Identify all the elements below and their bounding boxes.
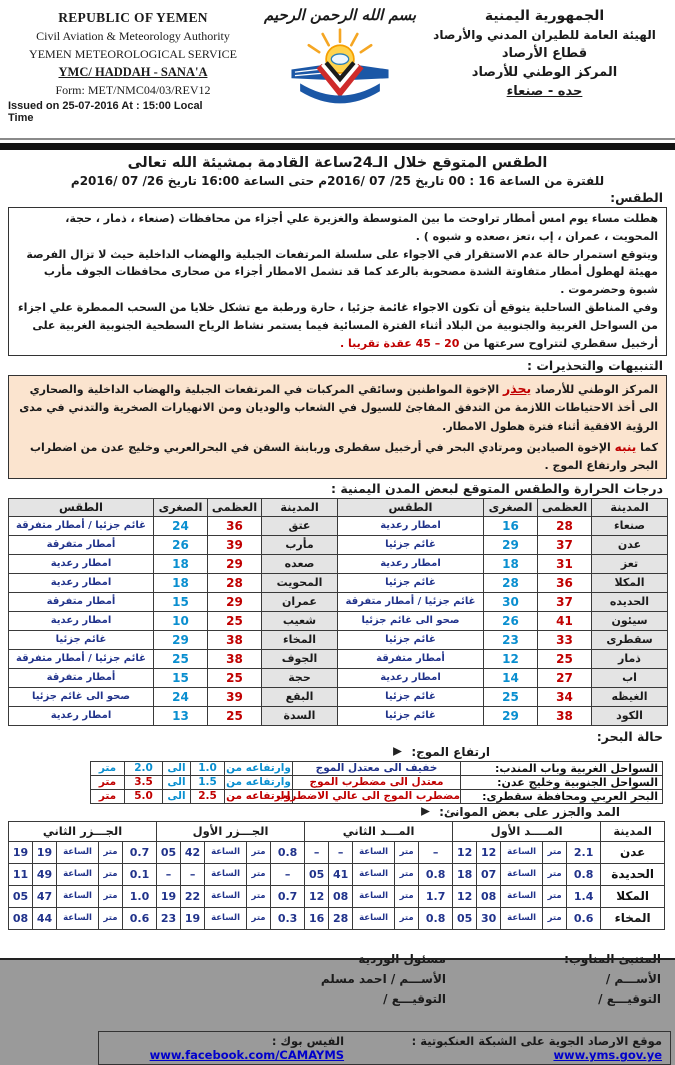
temp-min: 18 — [154, 554, 208, 573]
issued-line: Issued on 25-07-2016 At : 15:00 Local — [8, 100, 203, 112]
tide-height: 0.7 — [123, 841, 157, 863]
country-title-ar: الجمهورية اليمنية — [484, 8, 605, 24]
tide-time-a: 07 — [477, 863, 501, 885]
sea-from: 2.5 — [191, 789, 225, 803]
temp-city: عدن — [592, 535, 668, 554]
temp-weather: امطار رعدية — [9, 554, 154, 573]
warn-keyword: يحذر — [503, 380, 532, 396]
sea-region: السواحل الجنوبية وخليج عدن: — [461, 775, 663, 789]
sea-from: 1.5 — [191, 775, 225, 789]
sea-to: 2.0 — [125, 761, 163, 775]
tide-time-b: 16 — [305, 907, 329, 929]
temperature-table — [8, 498, 668, 726]
temp-weather: صحو الى غائم جزئيا — [9, 687, 154, 706]
temp-city: المحويت — [262, 573, 338, 592]
page-bottom-edge — [0, 958, 675, 960]
hour-label: الساعة — [353, 907, 395, 929]
sea-rise: وارتفاعه من — [226, 790, 291, 803]
sea-table — [90, 761, 663, 804]
tide-height: 0.7 — [271, 885, 305, 907]
sea-state-label: حالة البحر: — [596, 728, 663, 744]
tide-time-b: – — [157, 863, 181, 885]
temp-row — [9, 554, 668, 573]
sea-ila: الى — [163, 789, 191, 803]
links-bar — [98, 1031, 671, 1065]
temp-city: شعيب — [262, 611, 338, 630]
temp-min: 23 — [484, 630, 538, 649]
temp-city: المخاء — [262, 630, 338, 649]
temp-min: 18 — [154, 573, 208, 592]
warnings-label: التنبيهات والتحذيرات : — [527, 357, 663, 373]
temp-max: 41 — [538, 611, 592, 630]
temp-max: 37 — [538, 592, 592, 611]
sea-rise: وارتفاعه من — [226, 762, 291, 775]
tide-time-a: 19 — [33, 841, 57, 863]
tide-height: – — [419, 841, 453, 863]
temp-min: 15 — [154, 668, 208, 687]
tide-height: – — [271, 863, 305, 885]
temp-city: الحديده — [592, 592, 668, 611]
temp-min: 29 — [484, 535, 538, 554]
temp-min: 26 — [154, 535, 208, 554]
temp-min: 18 — [484, 554, 538, 573]
weather-label: الطقس: — [610, 190, 663, 205]
hour-label: الساعة — [57, 841, 99, 863]
tides-line — [0, 804, 675, 819]
sector-ar: قطاع الأرصاد — [501, 46, 588, 61]
sea-row — [91, 761, 663, 775]
temp-weather: غائم جزئيا — [9, 630, 154, 649]
tide-height: 0.8 — [419, 863, 453, 885]
meter-label: متر — [247, 907, 271, 929]
tide-time-b: 05 — [157, 841, 181, 863]
meter-label: متر — [99, 863, 123, 885]
header-center-block — [258, 6, 422, 136]
hour-label: الساعة — [205, 885, 247, 907]
sea-desc: معتدل الى مضطرب الموج — [293, 775, 461, 789]
meter-label: متر — [543, 863, 567, 885]
sea-to: 5.0 — [125, 789, 163, 803]
temp-min: 28 — [484, 573, 538, 592]
temp-row — [9, 706, 668, 725]
tides-header-row — [9, 821, 665, 841]
camay-logo — [288, 24, 392, 122]
tide-height: 1.0 — [123, 885, 157, 907]
sea-row — [91, 775, 663, 789]
arrow-bullet-icon — [420, 806, 431, 817]
temp-max: 27 — [538, 668, 592, 687]
weather-paragraph-2: ويتوقع استمرار حالة عدم الاستقرار في الاجواء على سلسلة المرتفعات الجبلية والهضاب الداخلية حيث لا تزال الفرصة مهيئة لهطول أمطار متفاوتة الشدة مصحوبة بالرعد كما قد تشمل الامطار أجزاء من صحارى محافظات الجوف مأرب شبوة وحضرموت . — [26, 247, 658, 297]
temp-min: 12 — [484, 649, 538, 668]
tide-row — [9, 907, 665, 929]
tide-city: المخاء — [601, 907, 665, 929]
temp-max: 38 — [208, 630, 262, 649]
temp-row — [9, 630, 668, 649]
temp-max: 33 — [538, 630, 592, 649]
temp-header-cell: المدينة — [592, 498, 668, 516]
temp-max: 31 — [538, 554, 592, 573]
sea-region: البحر العربي ومحافظة سقطرى: — [461, 789, 663, 803]
temp-weather: امطار رعدية — [9, 573, 154, 592]
meter-label: متر — [99, 885, 123, 907]
tides-section-header: المـــد الثاني — [305, 821, 453, 841]
temp-weather: غائم جزئيا — [338, 706, 484, 725]
temp-max: 28 — [208, 573, 262, 592]
tide-height: 2.1 — [567, 841, 601, 863]
temp-weather: غائم جزئيا / أمطار متفرقة — [9, 649, 154, 668]
temp-header-cell: الصغرى — [484, 498, 538, 516]
temp-max: 28 — [538, 516, 592, 535]
temp-weather: أمطار متفرقة — [9, 535, 154, 554]
sea-from: 1.0 — [191, 761, 225, 775]
basmala-calligraphy: بسم الله الرحمن الرحيم — [263, 6, 417, 24]
divider-thin — [0, 138, 675, 140]
temp-header-cell: العظمى — [538, 498, 592, 516]
tides-table — [8, 821, 665, 930]
temp-min: 24 — [154, 687, 208, 706]
temp-row — [9, 516, 668, 535]
service-en: YEMEN METEOROLOGICAL SERVICE — [29, 47, 237, 61]
tide-time-b: 12 — [453, 885, 477, 907]
tides-section-header: الجـــزر الثاني — [9, 821, 157, 841]
tide-time-a: 30 — [477, 907, 501, 929]
temp-weather: امطار رعدية — [9, 611, 154, 630]
hour-label: الساعة — [353, 863, 395, 885]
temp-max: 36 — [538, 573, 592, 592]
temperatures-label: درجات الحرارة والطقس المتوقع لبعض المدن اليمنية : — [331, 480, 663, 496]
temp-weather: غائم جزئيا — [338, 630, 484, 649]
tide-city: الحديدة — [601, 863, 665, 885]
wave-height-label: ارتفاع الموج: — [411, 744, 490, 759]
tides-label: المد والجزر على بعض الموانئ: — [439, 804, 620, 819]
temp-min: 16 — [484, 516, 538, 535]
temp-city: ذمار — [592, 649, 668, 668]
tides-city-header: المدينة — [601, 821, 665, 841]
temp-max: 38 — [538, 706, 592, 725]
meter-label: متر — [247, 885, 271, 907]
temp-weather: أمطار متفرقة — [9, 592, 154, 611]
meter-label: متر — [543, 841, 567, 863]
tide-time-b: 18 — [453, 863, 477, 885]
facebook-link[interactable]: www.facebook.com/CAMAYMS — [149, 1048, 345, 1063]
sea-rise: وارتفاعه من — [226, 776, 291, 789]
temp-city: عتق — [262, 516, 338, 535]
tide-time-a: 42 — [181, 841, 205, 863]
tide-time-a: 08 — [477, 885, 501, 907]
hour-label: الساعة — [501, 907, 543, 929]
temp-min: 13 — [154, 706, 208, 725]
warning-paragraph-1: المركز الوطني للأرصاد يحذر الإخوة المواطنين وسائقي المركبات في المرتفعات الجبلية والهضاب الداخلية والصحاري الى أخذ الاحتياطات اللازمة من التدفق المفاجئ للسيول في الشعاب والوديان ومن الانهيارات الصخرية والتدني في مدى الرؤية الافقية أثناء فترة هطول الامطار. — [19, 380, 658, 433]
tide-row — [9, 863, 665, 885]
temp-max: 37 — [538, 535, 592, 554]
tide-height: 0.3 — [271, 907, 305, 929]
temp-min: 14 — [484, 668, 538, 687]
temp-row — [9, 687, 668, 706]
temp-city: حجة — [262, 668, 338, 687]
temp-header-cell: الصغرى — [154, 498, 208, 516]
temp-city: الجوف — [262, 649, 338, 668]
temp-min: 25 — [154, 649, 208, 668]
tide-time-b: 05 — [305, 863, 329, 885]
temp-min: 29 — [484, 706, 538, 725]
tide-time-a: 12 — [477, 841, 501, 863]
country-title-en: REPUBLIC OF YEMEN — [58, 10, 208, 25]
meter-label: متر — [395, 885, 419, 907]
temp-min: 24 — [154, 516, 208, 535]
weather-paragraph-1: هطلت مساء يوم امس أمطار تراوحت ما بين المتوسطة والغزيرة علي أجزاء من محافظات (صنعاء ، ذمار ، حجة، المحويت ، عمران ، إب ،تعز ،صعده و شبوه ) . — [65, 212, 658, 243]
tide-time-a: 19 — [181, 907, 205, 929]
temp-city: البقع — [262, 687, 338, 706]
temp-max: 39 — [208, 535, 262, 554]
temp-header-row — [9, 498, 668, 516]
temp-weather: صحو الى غائم جزئيا — [338, 611, 484, 630]
tide-time-a: 22 — [181, 885, 205, 907]
temp-row — [9, 611, 668, 630]
sea-ila: الى — [163, 775, 191, 789]
tide-time-a: – — [329, 841, 353, 863]
meter-label: متر — [543, 907, 567, 929]
tide-city: المكلا — [601, 885, 665, 907]
facebook-group — [107, 1034, 344, 1062]
tide-height: 0.1 — [123, 863, 157, 885]
facebook-label: الفيس بوك : — [271, 1034, 345, 1049]
temp-city: الكود — [592, 706, 668, 725]
hour-label: الساعة — [501, 841, 543, 863]
forecast-title: الطقس المتوقع خلال الـ24ساعة القادمة بمشيئة الله تعالى — [127, 155, 548, 171]
temp-weather: غائم جزئيا — [338, 687, 484, 706]
meter-label: متر — [247, 841, 271, 863]
temp-city: تعز — [592, 554, 668, 573]
temp-city: السدة — [262, 706, 338, 725]
tide-time-b: 19 — [157, 885, 181, 907]
sea-row — [91, 789, 663, 803]
header-arabic-block — [422, 6, 667, 136]
temp-city: اب — [592, 668, 668, 687]
hour-label: الساعة — [57, 863, 99, 885]
temp-max: 25 — [208, 668, 262, 687]
divider-thick — [0, 143, 675, 150]
sea-unit: متر — [91, 775, 125, 789]
hour-label: الساعة — [353, 885, 395, 907]
temp-row — [9, 668, 668, 687]
temp-min: 26 — [484, 611, 538, 630]
weather-paragraph-3: وفي المناطق الساحلية يتوقع أن تكون الاجواء غائمة جزئيا ، حارة ورطبة مع تشكل خلايا من السحب الممطرة علي اجزاء من السواحل الغربية والجنوبية من البلاد أثناء الفترة المسائية فيما يستمر نشاط الرياح السطحية الجنوبية الغربية على أرخبيل سقطري لتتراوح سرعتها من 20 – 45 عقدة تقريبا . — [18, 301, 658, 350]
hour-label: الساعة — [57, 907, 99, 929]
sea-desc: خفيف الى معتدل الموج — [293, 761, 461, 775]
temp-max: 25 — [208, 611, 262, 630]
temp-city: سيئون — [592, 611, 668, 630]
sea-unit: متر — [91, 761, 125, 775]
meter-label: متر — [395, 863, 419, 885]
tide-height: 1.7 — [419, 885, 453, 907]
temp-min: 25 — [484, 687, 538, 706]
arrow-bullet-icon — [392, 746, 403, 757]
temp-row — [9, 535, 668, 554]
authority-en: Civil Aviation & Meteorology Authority — [36, 29, 230, 43]
yms-website-link[interactable]: www.yms.gov.ye — [553, 1048, 662, 1063]
wave-height-line — [0, 744, 675, 759]
tide-time-b: 11 — [9, 863, 33, 885]
tides-section-header: المــــد الأول — [453, 821, 601, 841]
tide-time-a: 49 — [33, 863, 57, 885]
wind-speed-highlight: 20 – 45 عقدة تقريبا . — [340, 336, 460, 350]
hour-label: الساعة — [501, 863, 543, 885]
temp-weather: غائم جزئيا — [338, 535, 484, 554]
temp-city: مأرب — [262, 535, 338, 554]
temp-weather: امطار رعدية — [338, 668, 484, 687]
temp-weather: امطار رعدية — [9, 706, 154, 725]
temp-header-cell: الطقس — [9, 498, 154, 516]
tide-time-b: 05 — [453, 907, 477, 929]
meter-label: متر — [395, 907, 419, 929]
temp-max: 39 — [208, 687, 262, 706]
tide-time-b: 05 — [9, 885, 33, 907]
meter-label: متر — [247, 863, 271, 885]
temp-min: 30 — [484, 592, 538, 611]
temp-row — [9, 592, 668, 611]
office-en: YMC/ HADDAH - SANA'A — [58, 65, 208, 79]
temp-city: صعده — [262, 554, 338, 573]
temp-max: 29 — [208, 554, 262, 573]
tide-row — [9, 885, 665, 907]
tide-time-b: – — [305, 841, 329, 863]
tide-time-a: 44 — [33, 907, 57, 929]
temp-weather: غائم جزئيا — [338, 573, 484, 592]
header — [0, 0, 675, 136]
tide-time-b: 12 — [453, 841, 477, 863]
center-ar: المركز الوطني للأرصاد — [471, 65, 618, 80]
temp-min: 15 — [154, 592, 208, 611]
authority-ar: الهيئة العامة للطيران المدني والأرصاد — [433, 28, 656, 42]
temp-weather: غائم جزئيا / أمطار متفرقة — [9, 516, 154, 535]
tides-section-header: الجـــزر الأول — [157, 821, 305, 841]
forecaster-name-line: الأســـم / — [605, 971, 661, 986]
temp-max: 36 — [208, 516, 262, 535]
tide-time-b: 12 — [305, 885, 329, 907]
temp-city: صنعاء — [592, 516, 668, 535]
temp-header-cell: الطقس — [338, 498, 484, 516]
tide-height: 1.4 — [567, 885, 601, 907]
tide-row — [9, 841, 665, 863]
location-ar: حده - صنعاء — [506, 84, 583, 99]
temp-min: 10 — [154, 611, 208, 630]
tide-time-b: 23 — [157, 907, 181, 929]
temp-max: 29 — [208, 592, 262, 611]
hour-label: الساعة — [57, 885, 99, 907]
forecaster-sign-line: التوقيـــع / — [598, 991, 661, 1006]
forecast-period: للفترة من الساعة 16 : 00 تاريخ 25/ 07 /2016م حتى الساعة 16:00 تاريخ 26/ 07 /2016م — [70, 174, 605, 188]
temp-city: المكلا — [592, 573, 668, 592]
weather-box — [8, 207, 667, 356]
alert-keyword: ينبه — [614, 439, 637, 454]
temp-header-cell: المدينة — [262, 498, 338, 516]
warning-paragraph-2: كما ينبه الإخوة الصيادين ومرتادي البحر في أرخبيل سقطرى وربابنة السفن في البحرالعربي وخليج عدن من اضطراب البحر وارتفاع الموج . — [29, 439, 658, 473]
temp-max: 25 — [208, 706, 262, 725]
temp-weather: غائم جزئيا / أمطار متفرقة — [338, 592, 484, 611]
tide-height: 0.8 — [419, 907, 453, 929]
tide-height: 0.6 — [123, 907, 157, 929]
temp-header-cell: العظمى — [208, 498, 262, 516]
shift-manager-name-line: الأســـم / احمد مسلم — [320, 971, 446, 986]
tide-time-a: 28 — [329, 907, 353, 929]
tide-time-b: 08 — [9, 907, 33, 929]
hour-label: الساعة — [205, 863, 247, 885]
tide-time-a: 08 — [329, 885, 353, 907]
shift-manager-sign-line: التوقيـــع / — [383, 991, 446, 1006]
temp-max: 38 — [208, 649, 262, 668]
tide-time-a: 47 — [33, 885, 57, 907]
temp-weather: امطار رعدية — [338, 516, 484, 535]
tide-time-a: – — [181, 863, 205, 885]
meter-label: متر — [99, 841, 123, 863]
sea-ila: الى — [163, 761, 191, 775]
hour-label: الساعة — [353, 841, 395, 863]
temp-row — [9, 649, 668, 668]
tide-height: 0.8 — [271, 841, 305, 863]
temp-max: 25 — [538, 649, 592, 668]
tide-time-a: 41 — [329, 863, 353, 885]
temp-max: 34 — [538, 687, 592, 706]
temp-city: عمران — [262, 592, 338, 611]
temp-weather: امطار رعدية — [338, 554, 484, 573]
issued-line-2: Time — [8, 112, 34, 124]
form-number: Form: MET/NMC04/03/REV12 — [55, 83, 211, 97]
temp-city: الغيظه — [592, 687, 668, 706]
temp-row — [9, 573, 668, 592]
temp-weather: أمطار متفرقة — [338, 649, 484, 668]
temp-weather: أمطار متفرقة — [9, 668, 154, 687]
warnings-box — [8, 375, 667, 479]
sea-unit: متر — [91, 789, 125, 803]
website-label: موقع الارصاد الجوية على الشبكة العنكبوتية : — [411, 1034, 662, 1049]
meter-label: متر — [99, 907, 123, 929]
website-group — [344, 1034, 662, 1062]
temp-min: 29 — [154, 630, 208, 649]
hour-label: الساعة — [205, 841, 247, 863]
sea-to: 3.5 — [125, 775, 163, 789]
hour-label: الساعة — [501, 885, 543, 907]
meter-label: متر — [395, 841, 419, 863]
meter-label: متر — [543, 885, 567, 907]
tide-city: عدن — [601, 841, 665, 863]
sea-region: السواحل الغربية وباب المندب: — [461, 761, 663, 775]
tide-height: 0.6 — [567, 907, 601, 929]
tide-height: 0.8 — [567, 863, 601, 885]
hour-label: الساعة — [205, 907, 247, 929]
temp-city: سقطرى — [592, 630, 668, 649]
header-english-block — [8, 6, 258, 136]
sea-desc: مضطرب الموج الى عالي الاضطراب — [276, 790, 460, 803]
tide-time-b: 19 — [9, 841, 33, 863]
